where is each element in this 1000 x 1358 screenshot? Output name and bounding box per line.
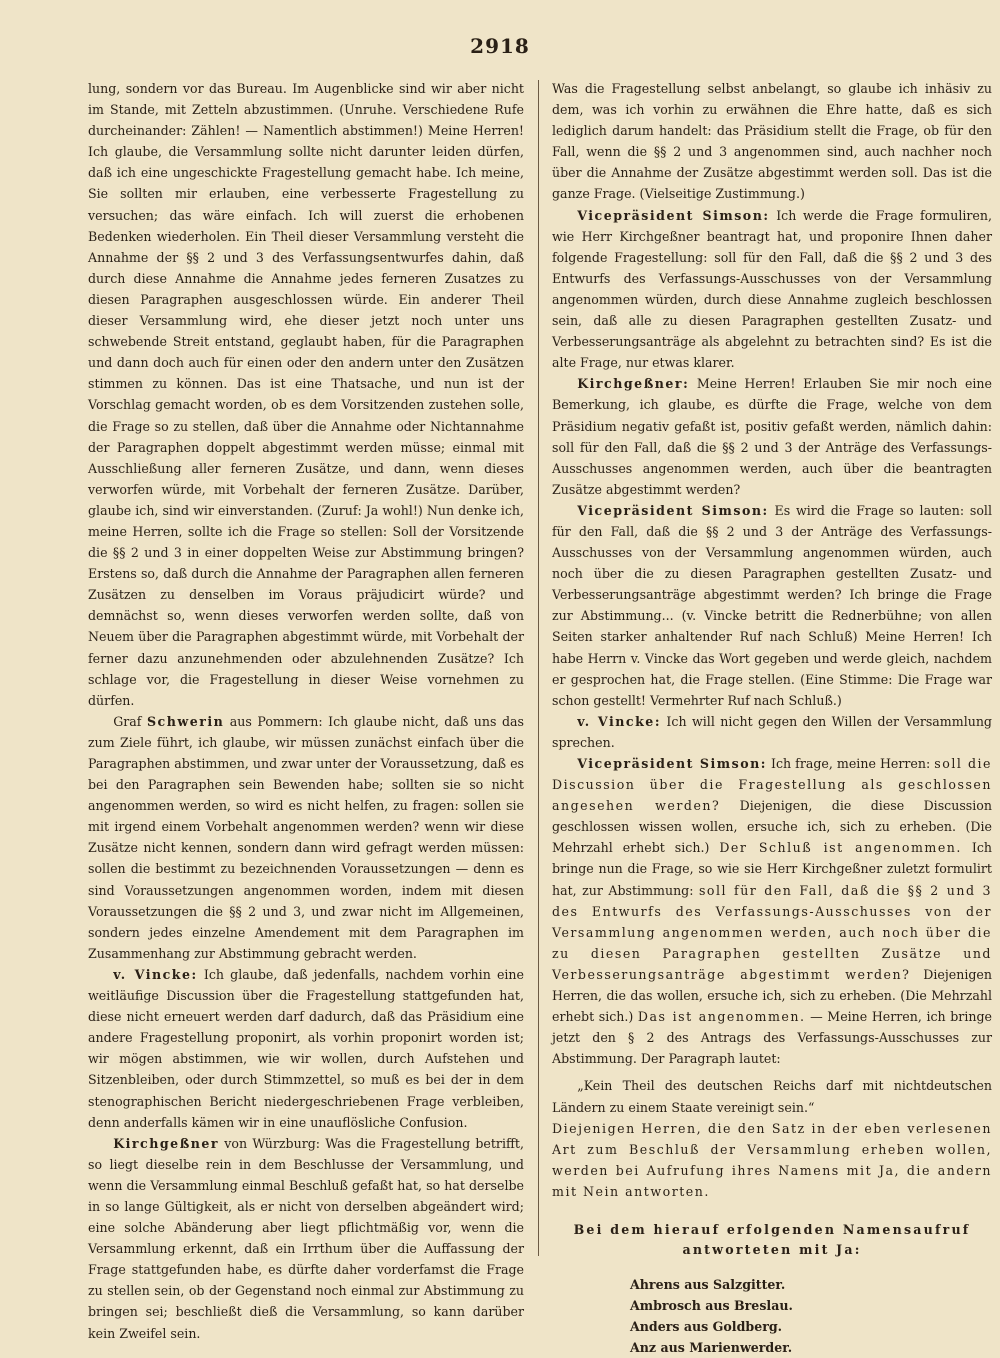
paragraph-vincke [552,711,992,753]
speech-text: Ich werde die Frage formuliren, wie Herr Kirchgeßner beantragt hat, und proponire Ihnen daher folgende Fragestellung: soll für den Fall, daß die §§ 2 und 3 des Entwurfs des Verfassungs-Ausschusses von der Versammlung angenommen würden, durch diese Annahme zugleich beschlossen sein, daß alle zu diesen Paragraphen gestellten Zusatz- und Verbesserungsanträge als abgelehnt zu betrachten sind? Es ist die alte Frage, nur etwas klarer. [552,207,993,371]
paragraph-continuation: lung, sondern vor das Bureau. Im Augenblicke sind wir aber nicht im Stande, mit Zetteln abzustimmen. (Unruhe. Verschiedene Rufe durcheinander: Zählen! — Namentlich abstimmen!) Meine Herren! Ich glaube, die Versammlung sollte nicht darunter leiden dürfen, daß ich eine ungeschickte Fragestellung gemacht habe. Ich meine, Sie sollten mir erlauben, eine verbesserte Fragestellung zu versuchen; das wäre einfach. Ich will zuerst die erhobenen Bedenken wiederholen. Ein Theil dieser Versammlung versteht die Annahme der §§ 2 und 3 des Verfassungsentwurfes dahin, daß durch diese Annahme die Annahme jedes ferneren Zusatzes zu diesen Paragraphen ausgeschlossen würde. Ein anderer Theil dieser Versammlung wird, ehe dieser jetzt noch unter uns schwebende Streit entstand, geglaubt haben, für die Paragraphen und dann doch auch für einen oder den andern unter den Zusätzen stimmen zu können. Das ist eine Thatsache, und nun ist der Vorschlag gemacht worden, ob es dem Vorsitzenden zustehen solle, die Frage so zu stellen, daß über die Annahme oder Nichtannahme der Paragraphen doppelt abgestimmt werden müsse; einmal mit Ausschließung aller ferneren Zusätze, und dann, wenn dieses verworfen würde, mit Vorbehalt der ferneren Zusätze. Darüber, glaube ich, sind wir einverstanden. (Zuruf: Ja wohl!) Nun denke ich, meine Herren, sollte ich die Frage so stellen: Soll der Vorsitzende die §§ 2 und 3 in einer doppelten Weise zur Abstimmung bringen? Erstens so, daß durch die Annahme der Paragraphen allen ferneren Zusätzen zu denselben im Voraus präjudicirt würde? und demnächst so, wenn dieses verworfen werden sollte, daß von Neuem über die Paragraphen abgestimmt würde, mit Vorbehalt der ferner dazu anzunehmenden oder abzulehnenden Zusätze? Ich schlage vor, die Fragestellung in dieser Weise vornehmen zu dürfen. [88,81,524,708]
roll-call-name: Ahrens aus Salzgitter. [630,1276,786,1292]
paragraph-kirchgessner [88,1133,524,1344]
roll-call-list [630,1274,992,1358]
result-text: Das ist angenommen. [637,1009,806,1025]
speech-text: — Meine Herren, ich bringe jetzt den § 2 des Antrags des Verfassungs-Ausschusses zur Abstimmung. Der Paragraph lautet: [552,1009,992,1067]
speech-text: Es wird die Frage so lauten: soll für den Fall, daß die §§ 2 und 3 der Anträge des Verfassungs-Ausschusses von der Versammlung angenommen würden, auch noch über die zu diesen Paragraphen gestellten Zusatz- und Verbesserungsanträge abgestimmt werden? Ich bringe die Frage zur Abstimmung... (v. Vincke betritt die Rednerbühne; von allen Seiten starker anhaltender Ruf nach Schluß) Meine Herren! Ich habe Herrn v. Vincke das Wort gegeben und werde gleich, nachdem er gesprochen hat, die Frage stellen. (Eine Stimme: Die Frage war schon gestellt! Vermehrter Ruf nach Schluß.) [552,502,992,708]
speech-text: Ich glaube, daß jedenfalls, nachdem vorhin eine weitläufige Discussion über die Fragestellung stattgefunden hat, diese nicht erneuert werden darf dadurch, daß das Präsidium eine andere Fragestellung proponirt, als vorhin proponirt worden ist; wir mögen abstimmen, wie wir wollen, durch Aufstehen und Sitzenbleiben, oder durch Stimmzettel, so muß es bei der in dem stenographischen Bericht niedergeschriebenen Frage verbleiben, denn anderfalls kämen wir in eine unauflösliche Confusion. [88,966,524,1130]
right-column [552,78,992,1358]
speaker-name: v. Vincke: [113,966,198,982]
left-column [88,78,524,1344]
paragraph-simson-1 [552,205,992,374]
roll-call-name: Anz aus Marienwerder. [630,1339,793,1355]
speaker-title: Graf [113,713,142,729]
spacer [552,1202,992,1220]
paragraph-schwerin [88,711,524,964]
speech-text: Ich frage, meine Herren: [770,756,931,771]
speech-text: Diejenigen Herren, die das wollen, ersuche ich, sich zu erheben. (Die Mehrzahl erhebt sich.) [552,966,992,1025]
question-text: soll für den Fall, daß die §§ 2 und 3 des Entwurfs des Verfassungs-Ausschusses von der Versammlung angenommen werden, auch noch über die zu diesen Paragraphen gestellten Zusätze und Verbesserungsanträge abgestimmt werden? [552,882,992,982]
speaker-name: v. Vincke: [577,713,661,729]
question-text: soll die Discussion über die Fragestellung als geschlossen angesehen werden? [552,756,992,814]
speech-text: Diejenigen, die diese Discussion geschlossen wissen wollen, ersuche ich, sich zu erheben. (Die Mehrzahl erhebt sich.) [552,798,992,856]
speaker-name: Kirchgeßner: [577,376,690,392]
speaker-name: Kirchgeßner [113,1135,220,1151]
paragraph-continuation: Was die Fragestellung selbst anbelangt, so glaube ich inhäsiv zu dem, was ich vorhin zu erwähnen die Ehre hatte, daß es sich lediglich darum handelt: das Präsidium stellt die Frage, ob für den Fall, wenn die §§ 2 und 3 angenommen sind, auch nachher noch über die Annahme der Zusätze abgestimmt werden soll. Das ist die ganze Frage. (Vielseitige Zustimmung.) [552,81,992,202]
paragraph-simson-3 [552,753,992,1069]
vote-instruction: Diejenigen Herren, die den Satz in der eben verlesenen Art zum Beschluß der Versammlung erheben wollen, werden bei Aufrufung ihres Namens mit Ja, die andern mit Nein antworten. [552,1120,992,1199]
paragraph-simson-2 [552,500,992,711]
roll-call-name: Anders aus Goldberg. [630,1318,783,1334]
column-divider [538,80,539,1256]
paragraph-vincke [88,964,524,1133]
speech-text: Ich bringe nun die Frage, so wie sie Herr Kirchgeßner zuletzt formulirt hat, zur Abstimmung: [552,840,992,898]
roll-call-name: Ambrosch aus Breslau. [630,1297,793,1313]
speech-text: von Würzburg: Was die Fragestellung betrifft, so liegt dieselbe rein in dem Beschlusse der Versammlung, und wenn die Versammlung einmal Beschluß gefaßt hat, so hat derselbe in so lange Gültigkeit, als er nicht von derselben abgeändert wird; eine solche Abänderung aber liegt pflichtmäßig vor, wenn die Versammlung erkennt, daß ein Irrthum über die Auffassung der Frage stattgefunden habe, es dürfte daher vorderfamst die Frage zu stellen sein, ob der Gegenstand noch einmal zur Abstimmung zu bringen sei; beschließt dieß die Versammlung, so kann darüber kein Zweifel sein. [88,1135,524,1341]
speaker-name: Vicepräsident Simson: [577,502,769,518]
page-number: 2918 [470,34,530,58]
speech-text: Ich will nicht gegen den Willen der Versammlung sprechen. [552,713,992,750]
speaker-name: Vicepräsident Simson: [577,207,770,223]
paragraph-kirchgessner [552,373,992,500]
result-text: Der Schluß ist angenommen. [719,840,962,856]
roll-call-heading: Bei dem hierauf erfolgenden Namensaufruf antworteten mit Ja: [573,1221,971,1257]
speech-text: aus Pommern: Ich glaube nicht, daß uns das zum Ziele führt, ich glaube, wir müssen zunächst einfach über die Paragraphen abstimmen, und zwar unter der Voraussetzung, daß es bei den Paragraphen sein Bewenden habe; sollten sie so nicht angenommen werden, so wird es nicht helfen, zu fragen: sollen sie mit irgend einem Vorbehalt angenommen werden? wenn wir diese Zusätze nicht kennen, sondern dann wird gefragt werden müssen: sollen die bestimmt zu bezeichnenden Voraussetzungen — denn es sind Voraussetzungen angenommen worden, indem mit diesen Voraussetzungen die §§ 2 und 3, und zwar nicht im Allgemeinen, sondern jedes einzelne Amendement mit dem Paragraphen im Zusammenhang zur Abstimmung gebracht werden. [88,713,524,961]
speaker-name: Vicepräsident Simson: [577,756,767,771]
paragraph-quote: „Kein Theil des deutschen Reichs darf mit nichtdeutschen Ländern zu einem Staate vereinigt sein.“ [552,1078,992,1115]
speaker-name: Schwerin [146,713,225,729]
speech-text: Meine Herren! Erlauben Sie mir noch eine Bemerkung, ich glaube, es dürfte die Frage, welche von dem Präsidium negativ gefaßt ist, positiv gefaßt werden, nämlich dahin: soll für den Fall, daß die §§ 2 und 3 der Anträge des Verfassungs-Ausschusses angenommen werden, auch über die beantragten Zusätze abgestimmt werden? [552,376,992,497]
